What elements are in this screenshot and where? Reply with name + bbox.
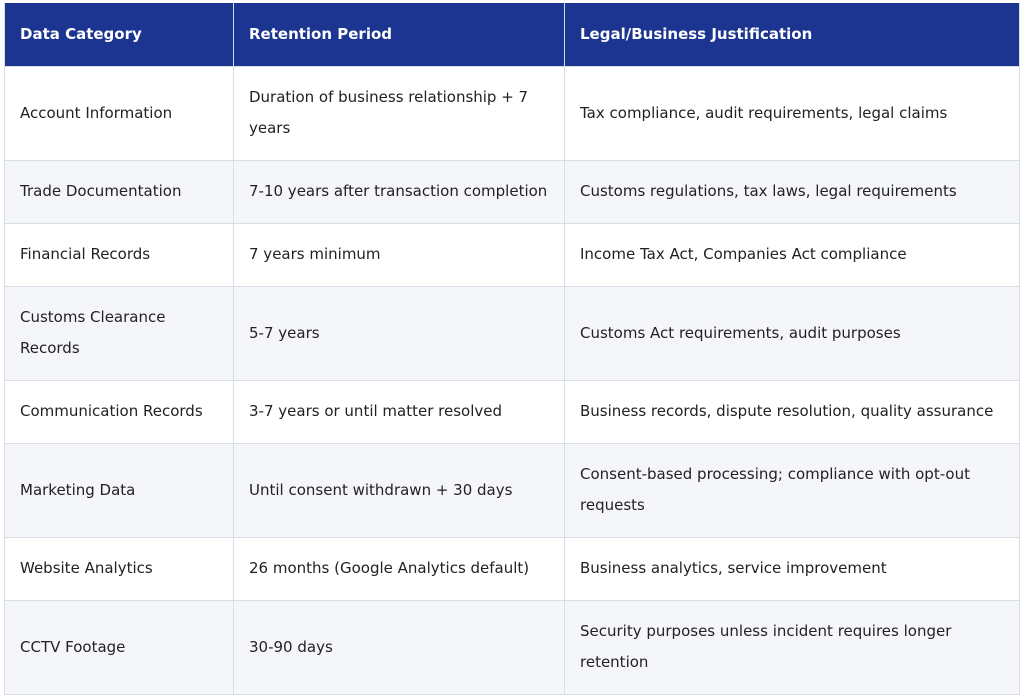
cell-justification: Customs regulations, tax laws, legal requirements (565, 160, 1020, 223)
table-row (5, 66, 1020, 160)
cell-category: Communication Records (5, 380, 234, 443)
header-data-category: Data Category (5, 3, 234, 66)
header-row (5, 3, 1020, 66)
table-row (5, 286, 1020, 380)
cell-period: 7 years minimum (234, 223, 565, 286)
cell-justification: Business records, dispute resolution, quality assurance (565, 380, 1020, 443)
cell-category: Customs Clearance Records (5, 286, 234, 380)
table-header (5, 3, 1020, 66)
cell-period: 3-7 years or until matter resolved (234, 380, 565, 443)
cell-category: CCTV Footage (5, 600, 234, 694)
cell-category: Account Information (5, 66, 234, 160)
retention-table-container (4, 3, 1019, 695)
table-row (5, 600, 1020, 694)
cell-period: 5-7 years (234, 286, 565, 380)
table-row (5, 223, 1020, 286)
cell-category: Financial Records (5, 223, 234, 286)
table-body (5, 66, 1020, 694)
cell-period: Duration of business relationship + 7 years (234, 66, 565, 160)
cell-period: Until consent withdrawn + 30 days (234, 443, 565, 537)
cell-justification: Tax compliance, audit requirements, legal claims (565, 66, 1020, 160)
cell-period: 7-10 years after transaction completion (234, 160, 565, 223)
cell-justification: Customs Act requirements, audit purposes (565, 286, 1020, 380)
table-row (5, 537, 1020, 600)
table-row (5, 380, 1020, 443)
header-justification: Legal/Business Justification (565, 3, 1020, 66)
cell-justification: Income Tax Act, Companies Act compliance (565, 223, 1020, 286)
cell-justification: Consent-based processing; compliance with opt-out requests (565, 443, 1020, 537)
table-row (5, 443, 1020, 537)
table-row (5, 160, 1020, 223)
cell-category: Trade Documentation (5, 160, 234, 223)
cell-period: 30-90 days (234, 600, 565, 694)
cell-justification: Security purposes unless incident requires longer retention (565, 600, 1020, 694)
header-retention-period: Retention Period (234, 3, 565, 66)
cell-category: Marketing Data (5, 443, 234, 537)
data-retention-table (4, 3, 1020, 695)
cell-period: 26 months (Google Analytics default) (234, 537, 565, 600)
cell-category: Website Analytics (5, 537, 234, 600)
cell-justification: Business analytics, service improvement (565, 537, 1020, 600)
